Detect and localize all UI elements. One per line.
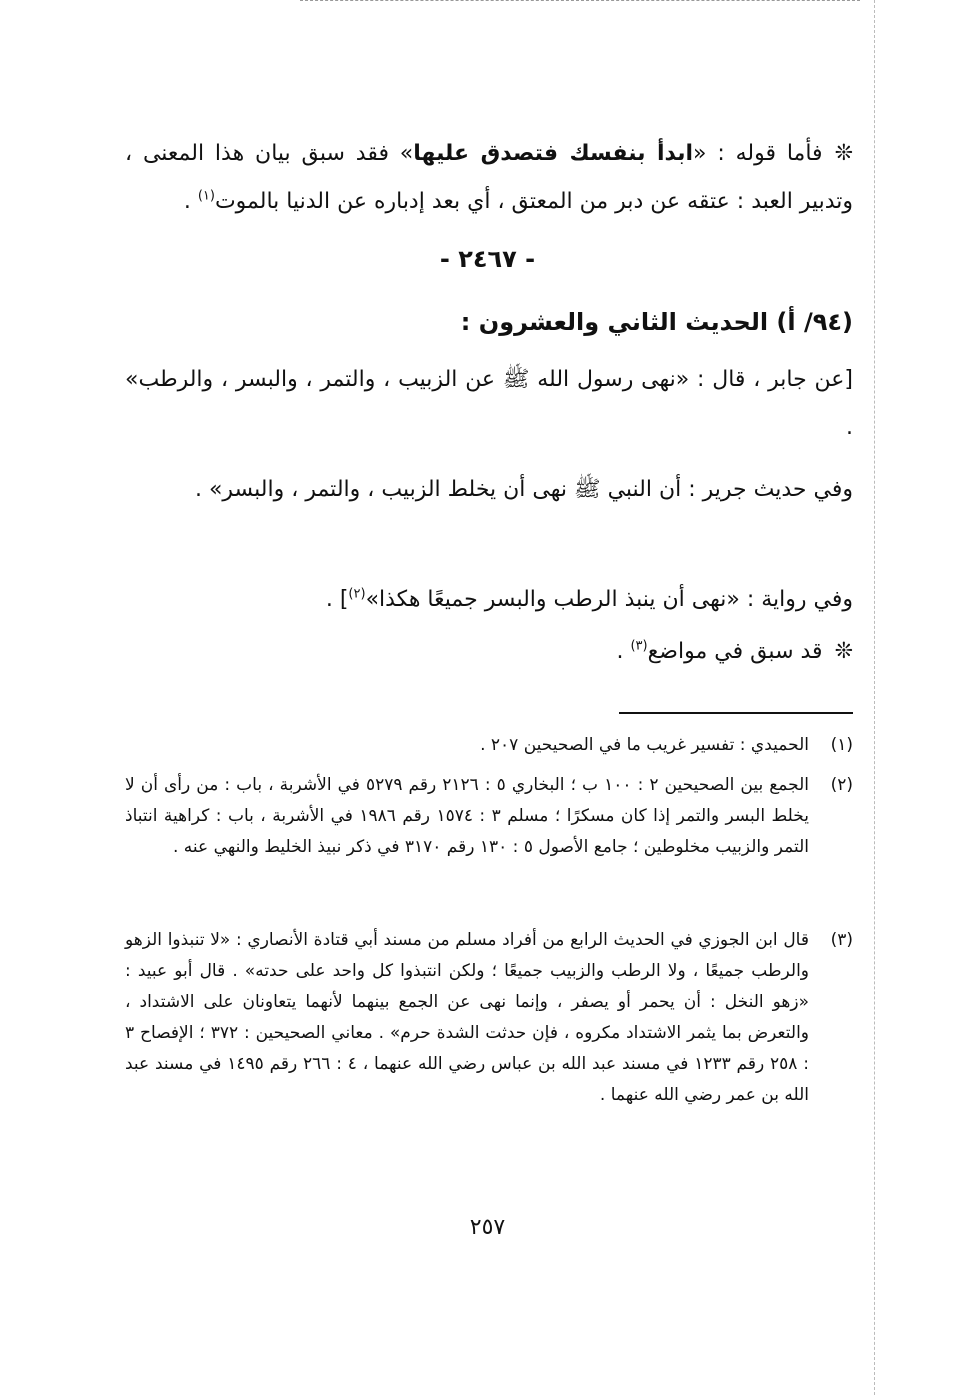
commentary-end: . <box>183 189 198 214</box>
paragraph-jarir: وفي حديث جرير : أن النبي ﷺ نهى أن يخلط الزبيب ، والتمر ، والبسر» . <box>194 477 853 502</box>
previous-text: قد سبق في مواضع <box>647 639 823 664</box>
star-marker: ❊ <box>834 141 853 166</box>
paragraph-commentary <box>125 130 853 226</box>
footnote-text: الحميدي : تفسير غريب ما في الصحيحين ٢٠٧ . <box>480 735 809 755</box>
footnote-text: قال ابن الجوزي في الحديث الرابع من أفراد مسلم من مسند أبي قتادة الأنصاري : «لا تنبذوا الزهو والرطب جميعًا ، ولا الرطب والزبيب جميعًا ؛ ولكن انتبذوا كل واحد على حدته» . قال أبو عبيد : «زهو النخل : أن يحمر أو يصفر ، وإنما نهى عن الجمع بينهما لأنهما يتعاونان على الاشتداد ، والتعرض بما يثمر الاشتداد مكروه ، فإن حدثت الشدة حرم» . معاني الصحيحين : ٣٧٢ ؛ الإفصاح ٣ : ٢٥٨ رقم ١٢٣٣ في مسند عبد الله بن عباس رضي الله عنهما ، ٤ : ٢٦٦ رقم ١٤٩٥ في مسند عبد الله بن عمر رضي الله عنهما . <box>125 930 810 1105</box>
star-marker: ❊ <box>834 639 853 664</box>
commentary-quote: ابدأ بنفسك فتصدق عليها <box>413 141 694 166</box>
scan-right-edge <box>874 0 875 1395</box>
footnote-number: (١) <box>830 735 853 755</box>
riwaya-text: وفي رواية : «نهى أن ينبذ الرطب والبسر جميعًا هكذا» <box>365 587 853 612</box>
footnote-separator <box>619 712 853 714</box>
commentary-lead: فأما قوله : « <box>693 141 823 166</box>
page-number: ٢٥٧ <box>469 1215 506 1240</box>
paragraph-riwaya <box>125 576 853 624</box>
commentary-rest: » فقد سبق بيان هذا المعنى ، وتدبير العبد : عتقه عن دبر من المعتق ، أي بعد إدباره عن الدنيا بالموت <box>125 141 853 214</box>
footnote-1 <box>125 730 853 761</box>
footnote-ref-3[interactable]: (٣) <box>630 638 648 654</box>
riwaya-end: ] . <box>325 587 349 612</box>
footnote-2 <box>125 770 853 863</box>
paragraph-jabir: [عن جابر ، قال : «نهى رسول الله ﷺ عن الزبيب ، والتمر ، والبسر ، والرطب» . <box>125 367 853 440</box>
footnote-ref-1[interactable]: (١) <box>197 188 215 204</box>
footnote-text: الجمع بين الصحيحين ٢ : ١٠٠ ب ؛ البخاري ٥ : ٢١٢٦ رقم ٥٢٧٩ في الأشربة ، باب : من رأى أن لا يخلط البسر والتمر إذا كان مسكرًا ؛ مسلم ٣ : ١٥٧٤ رقم ١٩٨٦ في الأشربة ، باب : كراهية انتباذ التمر والزبيب مخلوطين ؛ جامع الأصول ٥ : ١٣٠ رقم ٣١٧٠ في ذكر نبيذ الخليط والنهي عنه . <box>125 775 810 857</box>
footnote-ref-2[interactable]: (٢) <box>348 586 366 602</box>
footnote-number: (٢) <box>830 775 853 795</box>
hadith-number: - ٢٤٦٧ - <box>439 245 536 273</box>
footnote-3 <box>125 925 853 1111</box>
footnote-number: (٣) <box>830 930 853 950</box>
scan-top-edge <box>300 0 860 1</box>
hadith-heading: (٩٤/ أ) الحديث الثاني والعشرون : <box>460 308 853 336</box>
paragraph-previous <box>125 628 853 676</box>
previous-end: . <box>616 639 631 664</box>
